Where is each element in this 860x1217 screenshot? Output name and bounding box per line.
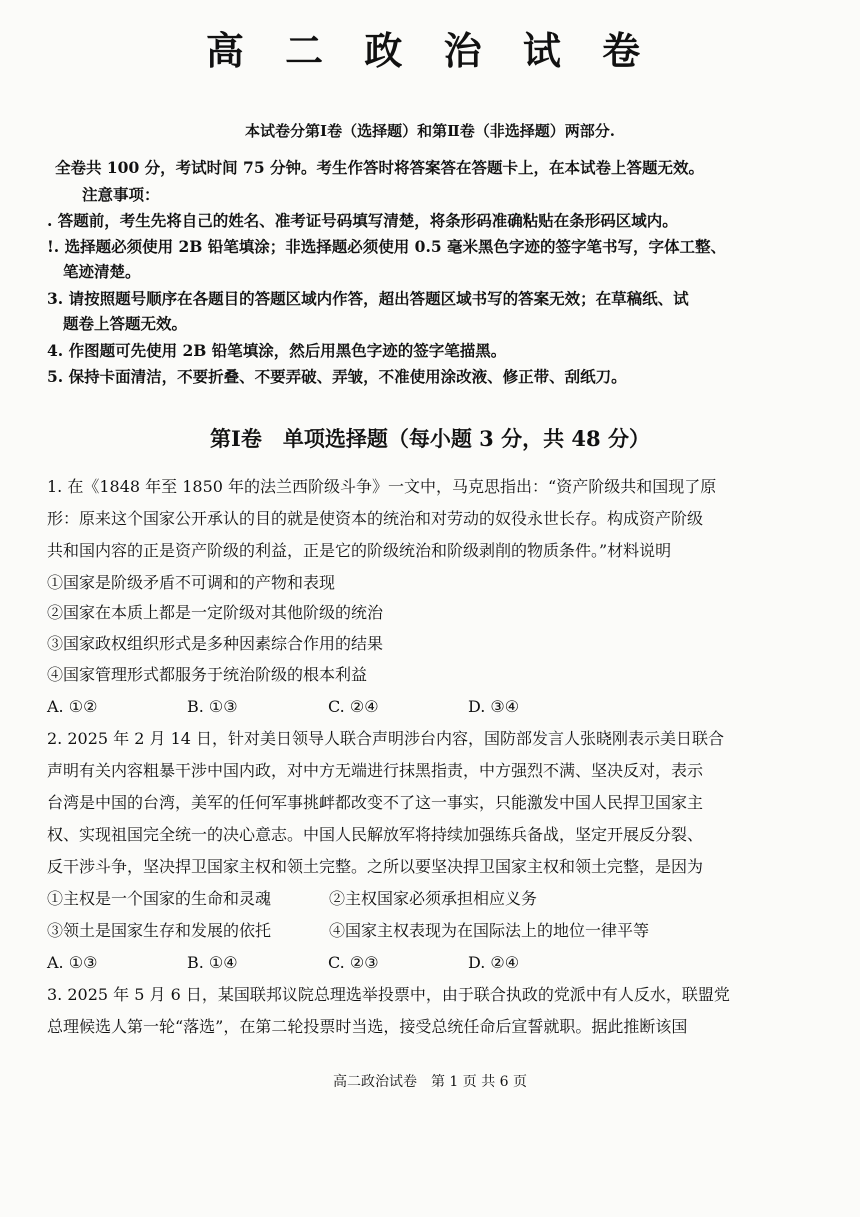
notice-heading: 注意事项： [82,185,160,204]
question-3-line: 3. 2025 年 5 月 6 日，某国联邦议院总理选举投票中，由于联合执政的党派中有人反水，联盟党 [47,985,730,1004]
notice-line: 4. 作图题可先使用 2B 铅笔填涂，然后用黑色字迹的签字笔描黑。 [47,341,507,360]
option-a: A. ①② [47,697,98,716]
question-2-line: 声明有关内容粗暴干涉中国内政，对中方无端进行抹黑指责，中方强烈不满、坚决反对，表示 [47,761,704,780]
page-footer: 高二政治试卷 第 1 页 共 6 页 [332,1074,528,1090]
question-2-options [47,950,519,976]
question-2-line: 权、实现祖国完全统一的决心意志。中国人民解放军将持续加强练兵备战，坚定开展反分裂、 [47,825,704,844]
notice-line: . 答题前，考生先将自己的姓名、准考证号码填写清楚，将条形码准确粘贴在条形码区域内。 [47,211,678,230]
notice-line: 5. 保持卡面清洁，不要折叠、不要弄破、弄皱，不准使用涂改液、修正带、刮纸刀。 [47,367,627,386]
question-1-options [47,694,519,720]
question-2-statement: ④国家主权表现为在国际法上的地位一律平等 [329,921,650,940]
question-2-statement: ①主权是一个国家的生命和灵魂 [47,889,272,908]
option-d: D. ②④ [468,953,520,972]
exam-title: 高 二 政 治 试 卷 [205,28,655,73]
question-1-line: 共和国内容的正是资产阶级的利益，正是它的阶级统治和阶级剥削的物质条件。”材料说明 [47,541,672,560]
question-2-statement: ②主权国家必须承担相应义务 [329,889,538,908]
notice-line: 笔迹清楚。 [63,262,141,281]
question-2-statements-row [47,886,537,912]
question-2-statement: ③领土是国家生存和发展的依托 [47,921,272,940]
question-1-line: 1. 在《1848 年至 1850 年的法兰西阶级斗争》一文中，马克思指出：“资产阶级共和国现了原 [47,477,717,496]
notice-line: 题卷上答题无效。 [63,314,188,333]
question-1-statement: ③国家政权组织形式是多种因素综合作用的结果 [47,634,384,653]
question-3-line: 总理候选人第一轮“落选”，在第二轮投票时当选，接受总统任命后宣誓就职。据此推断该国 [47,1017,688,1036]
notice-line: !. 选择题必须使用 2B 铅笔填涂；非选择题必须使用 0.5 毫米黑色字迹的签字笔书写，字体工整、 [47,237,727,256]
section-title: 第Ⅰ卷 单项选择题（每小题 3 分，共 48 分） [210,426,650,451]
question-1-statement: ②国家在本质上都是一定阶级对其他阶级的统治 [47,603,384,622]
question-2-line: 台湾是中国的台湾，美军的任何军事挑衅都改变不了这一事实，只能激发中国人民捍卫国家主 [47,793,704,812]
option-b: B. ①④ [187,953,238,972]
question-1-line: 形：原来这个国家公开承认的目的就是使资本的统治和对劳动的奴役永世长存。构成资产阶级 [47,509,704,528]
notice-line: 全卷共 100 分，考试时间 75 分钟。考生作答时将答案答在答题卡上，在本试卷上答题无效。 [55,158,705,177]
question-2-line: 2. 2025 年 2 月 14 日，针对美日领导人联合声明涉台内容，国防部发言人张晓刚表示美日联合 [47,729,725,748]
question-2-statements-row [47,918,649,944]
question-1-statement: ①国家是阶级矛盾不可调和的产物和表现 [47,573,336,592]
exam-intro: 本试卷分第Ⅰ卷（选择题）和第Ⅱ卷（非选择题）两部分. [245,122,615,140]
option-d: D. ③④ [468,697,520,716]
notice-line: 3. 请按照题号顺序在各题目的答题区域内作答，超出答题区域书写的答案无效；在草稿纸、试 [47,289,689,308]
option-c: C. ②④ [328,697,379,716]
option-c: C. ②③ [328,953,379,972]
question-1-statement: ④国家管理形式都服务于统治阶级的根本利益 [47,665,368,684]
question-2-line: 反干涉斗争，坚决捍卫国家主权和领土完整。之所以要坚决捍卫国家主权和领土完整，是因为 [47,857,704,876]
option-b: B. ①③ [187,697,238,716]
option-a: A. ①③ [47,953,98,972]
